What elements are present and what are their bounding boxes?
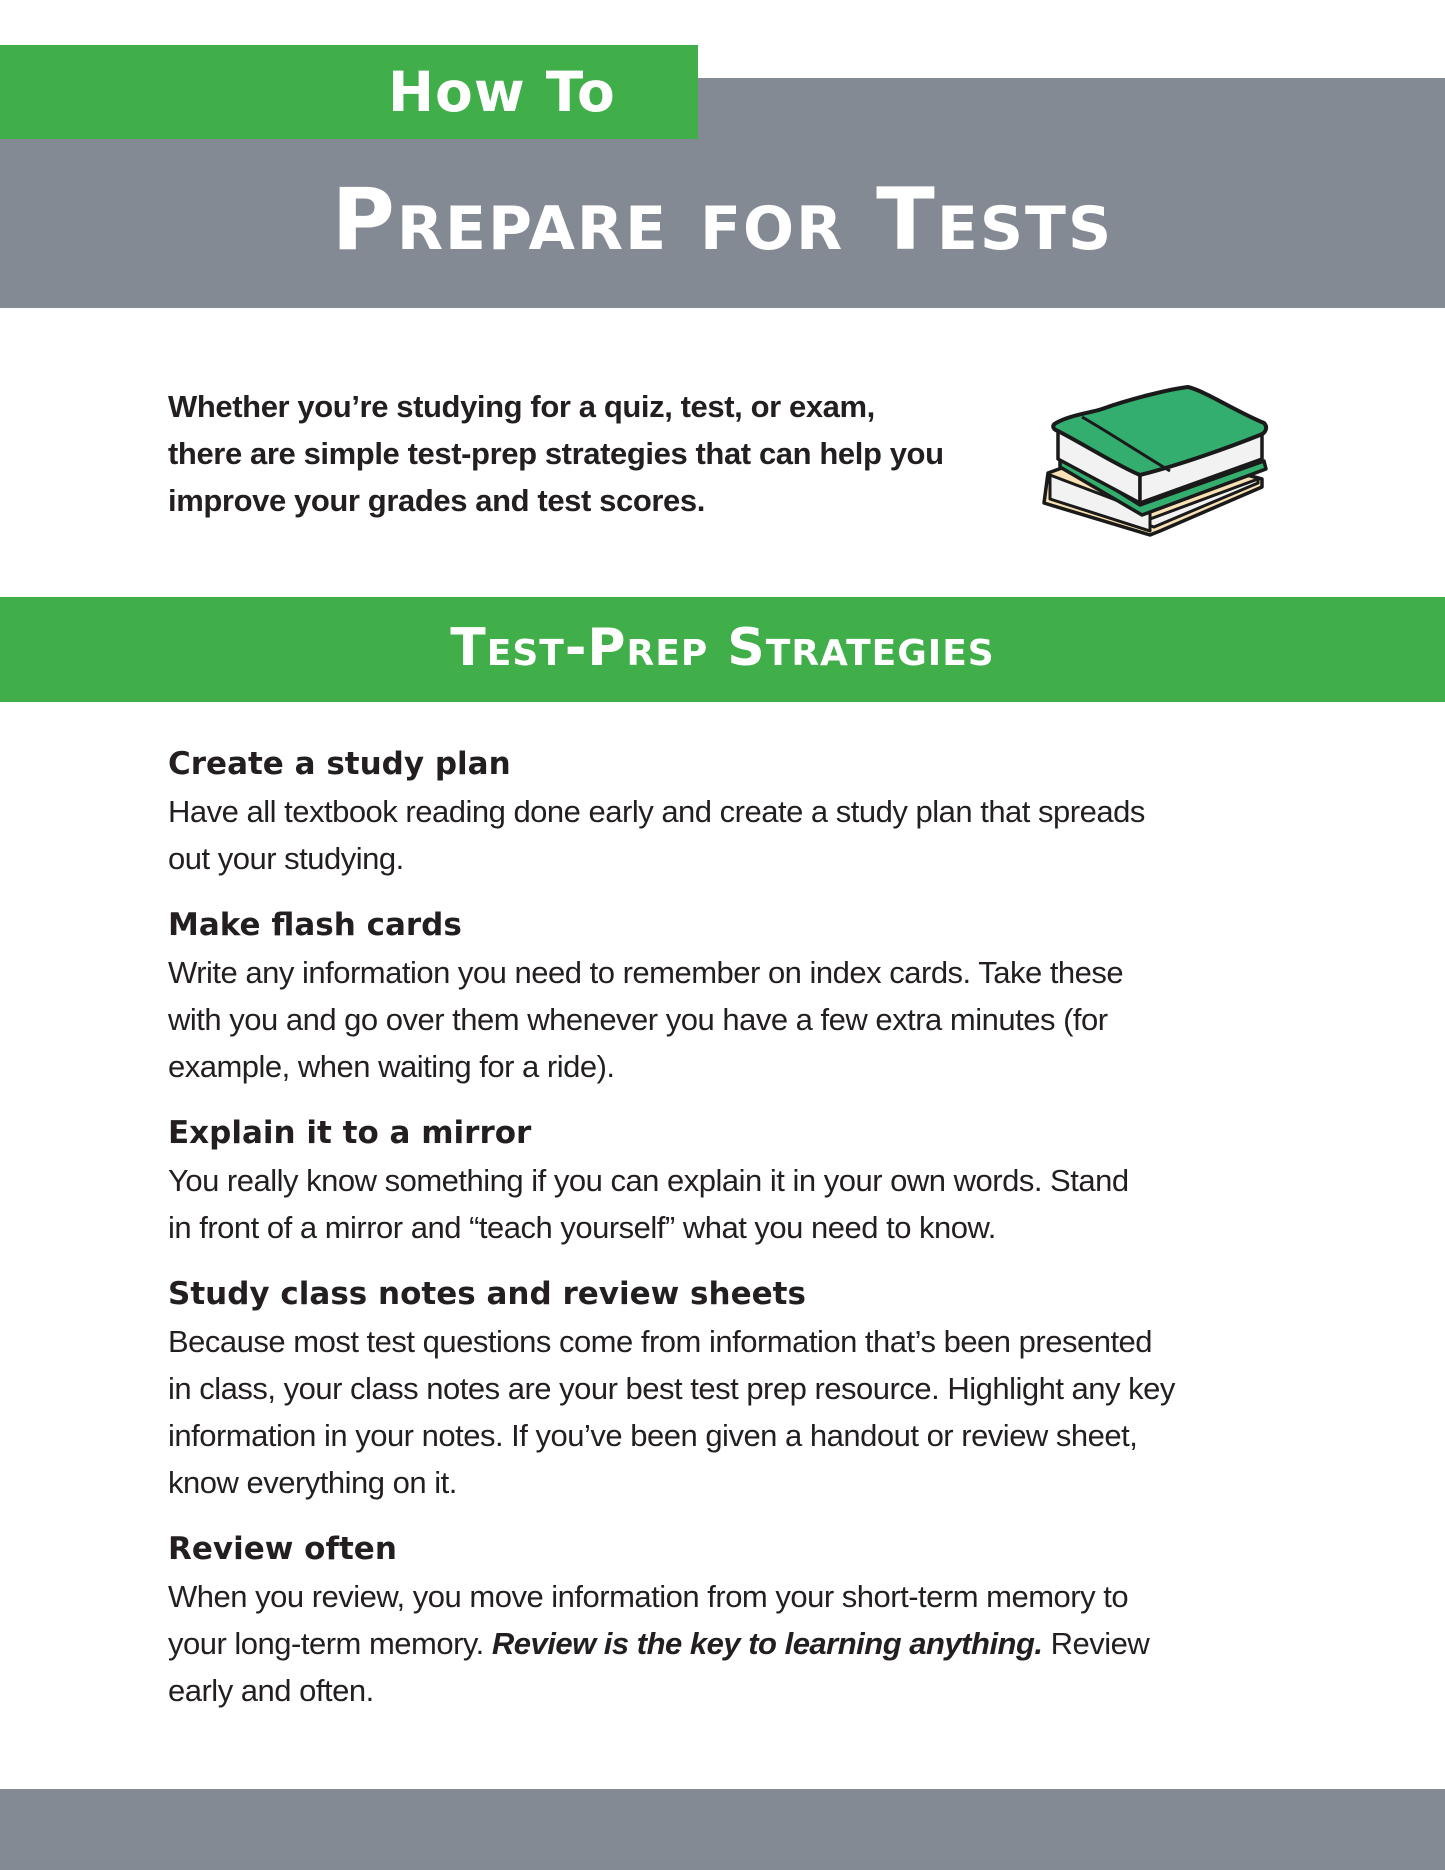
- intro-line: Whether you’re studying for a quiz, test, or exam,: [168, 389, 875, 424]
- strategy-line: know everything on it.: [168, 1465, 457, 1500]
- strategy-line: [168, 1620, 1278, 1667]
- stacked-books-icon: [1030, 375, 1280, 545]
- strategy-line: in class, your class notes are your best test prep resource. Highlight any key: [168, 1371, 1175, 1406]
- strategy-heading: Explain it to a mirror: [168, 1115, 532, 1151]
- strategy-text: Review: [1042, 1626, 1150, 1661]
- strategy-item-class-notes: [168, 1270, 1278, 1506]
- footer-band: [0, 1789, 1445, 1870]
- strategy-line: example, when waiting for a ride).: [168, 1049, 615, 1084]
- strategy-line: with you and go over them whenever you have a few extra minutes (for: [168, 1002, 1108, 1037]
- strategy-heading: Make flash cards: [168, 907, 462, 943]
- strategy-line: When you review, you move information from your short-term memory to: [168, 1579, 1129, 1614]
- strategy-line: out your studying.: [168, 841, 404, 876]
- strategy-line: in front of a mirror and “teach yourself” what you need to know.: [168, 1210, 996, 1245]
- strategy-heading: Review often: [168, 1531, 397, 1567]
- emphasis-text: Review is the key to learning anything.: [491, 1626, 1043, 1661]
- strategy-body: [168, 949, 1278, 1090]
- strategy-line: Because most test questions come from information that’s been presented: [168, 1324, 1153, 1359]
- strategy-line: You really know something if you can explain it in your own words. Stand: [168, 1163, 1129, 1198]
- intro-line: improve your grades and test scores.: [168, 483, 705, 518]
- header-eyebrow: How To: [388, 60, 616, 124]
- strategy-list: [168, 740, 1278, 1733]
- strategy-line: Have all textbook reading done early and create a study plan that spreads: [168, 794, 1145, 829]
- strategy-body: [168, 1573, 1278, 1714]
- strategy-item-review-often: [168, 1525, 1278, 1714]
- strategy-line: information in your notes. If you’ve been given a handout or review sheet,: [168, 1418, 1138, 1453]
- strategy-line: early and often.: [168, 1673, 374, 1708]
- strategy-heading: Study class notes and review sheets: [168, 1276, 806, 1312]
- strategy-heading: Create a study plan: [168, 746, 511, 782]
- intro-line: there are simple test-prep strategies that can help you: [168, 436, 944, 471]
- strategy-text: your long-term memory.: [168, 1626, 492, 1661]
- strategy-line: Write any information you need to remember on index cards. Take these: [168, 955, 1124, 990]
- strategy-item-mirror: [168, 1109, 1278, 1251]
- section-title: Test-Prep Strategies: [450, 618, 995, 678]
- intro-paragraph: [168, 383, 1028, 524]
- strategy-item-study-plan: [168, 740, 1278, 882]
- strategy-body: [168, 1157, 1278, 1251]
- strategy-item-flash-cards: [168, 901, 1278, 1090]
- strategy-body: [168, 1318, 1278, 1506]
- strategy-body: [168, 788, 1278, 882]
- page-title: Prepare for Tests: [331, 170, 1114, 270]
